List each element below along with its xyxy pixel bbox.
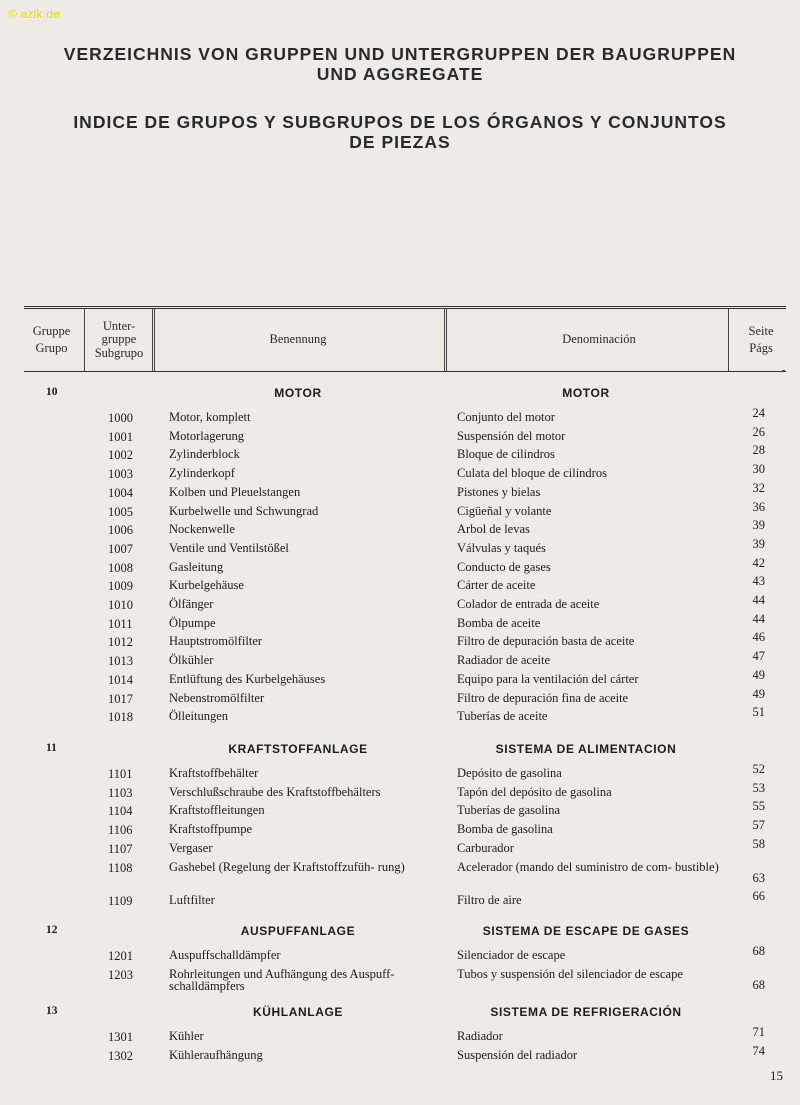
subgroup-code: 1005 [108, 504, 133, 519]
item-page: 46 [752, 630, 765, 645]
item-name-german: Ölfänger [169, 597, 214, 611]
item-page: 58 [752, 836, 765, 851]
subgroup-code: 1012 [108, 635, 133, 650]
item-name-spanish: Bomba de aceite [457, 615, 541, 630]
header-gruppe-line-2: Grupo [35, 341, 68, 355]
item-name-german: Nebenstromölfilter [169, 690, 265, 705]
item-name-spanish: Equipo para la ventilación del cárter [457, 671, 639, 686]
group-name-spanish: MOTOR [562, 386, 610, 400]
item-name-spanish: Depósito de gasolina [457, 766, 562, 780]
item-page: 30 [752, 462, 765, 477]
subgroup-code: 1002 [108, 448, 133, 463]
item-page: 66 [752, 888, 765, 903]
item-name-spanish: Filtro de depuración basta de aceite [457, 634, 635, 649]
header-gruppe-line-1: Gruppe [32, 323, 71, 338]
item-name-spanish: Tapón del depósito de gasolina [457, 784, 612, 799]
item-name-german: Kühler [169, 1029, 204, 1043]
item-name-german: Vergaser [169, 840, 213, 855]
item-name-german: Ventile und Ventilstößel [169, 540, 289, 555]
item-name-spanish: Bloque de cilindros [457, 447, 555, 462]
item-name-german: Gasleitung [169, 559, 224, 574]
group-number: 10 [46, 386, 58, 398]
item-page: 32 [752, 480, 765, 495]
subgroup-code: 1109 [108, 893, 133, 908]
item-name-spanish: Acelerador (mando del suministro de com- bustible) [457, 859, 719, 874]
subgroup-code: 1108 [108, 860, 133, 875]
subgroup-code: 1018 [108, 710, 133, 725]
item-name-spanish: Suspensión del radiador [457, 1047, 578, 1062]
group-name-german: KRAFTSTOFFANLAGE [228, 742, 368, 756]
header-benennung: Benennung [269, 332, 327, 347]
group-name-german: MOTOR [274, 386, 322, 400]
item-name-spanish: Radiador de aceite [457, 653, 551, 668]
item-name-german: Entlüftung des Kurbelgehäuses [169, 671, 326, 686]
subgroup-code: 1001 [108, 429, 133, 444]
item-page: 68 [752, 944, 765, 958]
item-name-german: Kurbelwelle und Schwungrad [169, 503, 319, 518]
item-name-spanish: Silenciador de escape [457, 948, 566, 962]
header-seite-line-2: Págs [749, 341, 773, 355]
item-page: 42 [752, 555, 765, 570]
item-page: 44 [752, 611, 765, 626]
item-name-german: Rohrleitungen und Aufhängung des Auspuff- schalldämpfers [169, 966, 395, 993]
item-name-german: Kraftstoffbehälter [169, 766, 259, 780]
item-name-spanish: Suspensión del motor [457, 428, 566, 443]
watermark: © azlk.de [8, 7, 60, 21]
item-name-german: Gashebel (Regelung der Kraftstoffzufüh- rung) [169, 859, 405, 874]
subgroup-code: 1013 [108, 654, 133, 669]
item-name-german: Ölleitungen [169, 709, 229, 724]
item-name-spanish: Cárter de aceite [457, 578, 536, 593]
group-number: 12 [46, 924, 58, 936]
subgroup-code: 1101 [108, 767, 133, 781]
item-page: 24 [752, 406, 765, 420]
item-name-german: Kolben und Pleuelstangen [169, 484, 301, 499]
item-page: 68 [752, 977, 765, 992]
item-name-spanish: Culata del bloque de cilindros [457, 466, 607, 481]
subgroup-code: 1103 [108, 785, 133, 800]
item-name-spanish: Carburador [457, 840, 514, 855]
header-seite-line-1: Seite [748, 323, 774, 338]
item-page: 53 [752, 780, 765, 795]
item-name-spanish: Conjunto del motor [457, 410, 555, 424]
item-name-spanish: Válvulas y taqués [457, 540, 546, 555]
subgroup-code: 1302 [108, 1048, 133, 1063]
item-name-spanish: Cigüeñal y volante [457, 503, 552, 518]
title-german-line-1: VERZEICHNIS VON GRUPPEN UND UNTERGRUPPEN DER BAUGRUPPEN [63, 44, 737, 64]
subgroup-code: 1010 [108, 598, 133, 612]
header-untergruppe-line-2: gruppe [101, 332, 137, 347]
title-german-line-2: UND AGGREGATE [316, 64, 484, 84]
item-page: 51 [752, 705, 765, 720]
item-page: 63 [752, 870, 765, 885]
item-name-spanish: Tubos y suspensión del silenciador de escape [457, 966, 683, 981]
item-name-german: Kurbelgehäuse [169, 578, 244, 593]
subgroup-code: 1007 [108, 541, 133, 556]
item-name-spanish: Conducto de gases [457, 559, 551, 574]
item-page: 44 [752, 593, 765, 607]
subgroup-code: 1201 [108, 949, 133, 963]
item-name-spanish: Filtro de aire [457, 892, 522, 907]
item-name-german: Verschlußschraube des Kraftstoffbehälters [169, 784, 381, 799]
subgroup-code: 1014 [108, 672, 133, 687]
group-number: 13 [46, 1005, 58, 1017]
item-page: 57 [752, 818, 765, 833]
subgroup-code: 1107 [108, 841, 133, 856]
subgroup-code: 1301 [108, 1030, 133, 1044]
item-name-spanish: Tuberías de gasolina [457, 803, 560, 818]
item-name-german: Nockenwelle [169, 522, 235, 537]
item-page: 26 [752, 424, 765, 439]
group-name-spanish: SISTEMA DE REFRIGERACIÓN [490, 1005, 682, 1019]
group-number: 11 [46, 742, 57, 754]
item-page: 52 [752, 762, 765, 776]
group-name-spanish: SISTEMA DE ESCAPE DE GASES [482, 924, 690, 938]
item-page: 39 [752, 536, 765, 551]
item-name-german: Zylinderkopf [169, 466, 235, 481]
subgroup-code: 1000 [108, 411, 133, 425]
item-name-german: Zylinderblock [169, 447, 240, 462]
item-name-spanish: Arbol de levas [457, 522, 530, 537]
item-name-spanish: Colador de entrada de aceite [457, 597, 600, 611]
group-name-german: AUSPUFFANLAGE [240, 924, 356, 938]
item-name-german: Motor, komplett [169, 410, 251, 424]
item-name-german: Luftfilter [169, 892, 215, 907]
item-page: 49 [752, 667, 765, 682]
group-name-spanish: SISTEMA DE ALIMENTACION [495, 742, 677, 756]
item-name-spanish: Filtro de depuración fina de aceite [457, 690, 629, 705]
page-number: 15 [770, 1068, 783, 1083]
item-page: 43 [752, 574, 765, 589]
item-name-spanish: Bomba de gasolina [457, 822, 553, 837]
item-page: 71 [752, 1025, 765, 1039]
item-name-spanish: Radiador [457, 1029, 503, 1043]
item-name-german: Hauptstromölfilter [169, 634, 263, 649]
item-name-german: Kraftstoffleitungen [169, 803, 265, 818]
group-name-german: KÜHLANLAGE [253, 1005, 343, 1019]
item-name-spanish: Pistones y bielas [457, 484, 541, 499]
item-name-german: Motorlagerung [169, 428, 244, 443]
item-name-german: Ölpumpe [169, 615, 216, 630]
subgroup-code: 1008 [108, 560, 133, 575]
subgroup-code: 1106 [108, 823, 133, 838]
item-page: 47 [752, 649, 765, 664]
header-untergruppe-line-1: Unter- [102, 318, 136, 333]
header-denominacion: Denominación [562, 332, 636, 347]
item-page: 36 [752, 499, 765, 514]
subgroup-code: 1006 [108, 523, 133, 538]
item-page: 74 [752, 1043, 765, 1058]
subgroup-code: 1104 [108, 804, 133, 819]
subgroup-code: 1203 [108, 967, 133, 982]
item-name-german: Ölkühler [169, 653, 214, 668]
subgroup-code: 1003 [108, 467, 133, 482]
header-untergruppe-line-3: Subgrupo [94, 345, 144, 360]
item-page: 55 [752, 799, 765, 814]
item-name-german: Kraftstoffpumpe [169, 822, 253, 837]
item-page: 49 [752, 686, 765, 701]
subgroup-code: 1009 [108, 579, 133, 594]
title-spanish-line-2: DE PIEZAS [349, 132, 451, 152]
title-spanish-line-1: INDICE DE GRUPOS Y SUBGRUPOS DE LOS ÓRGANOS Y CONJUNTOS [73, 112, 727, 132]
item-name-spanish: Tuberías de aceite [457, 709, 548, 724]
item-name-german: Auspuffschalldämpfer [169, 948, 281, 962]
item-page: 39 [752, 518, 765, 533]
subgroup-code: 1017 [108, 691, 133, 706]
subgroup-code: 1004 [108, 485, 133, 500]
subgroup-code: 1011 [108, 616, 133, 631]
item-page: 28 [752, 443, 765, 458]
item-name-german: Kühleraufhängung [169, 1047, 263, 1062]
